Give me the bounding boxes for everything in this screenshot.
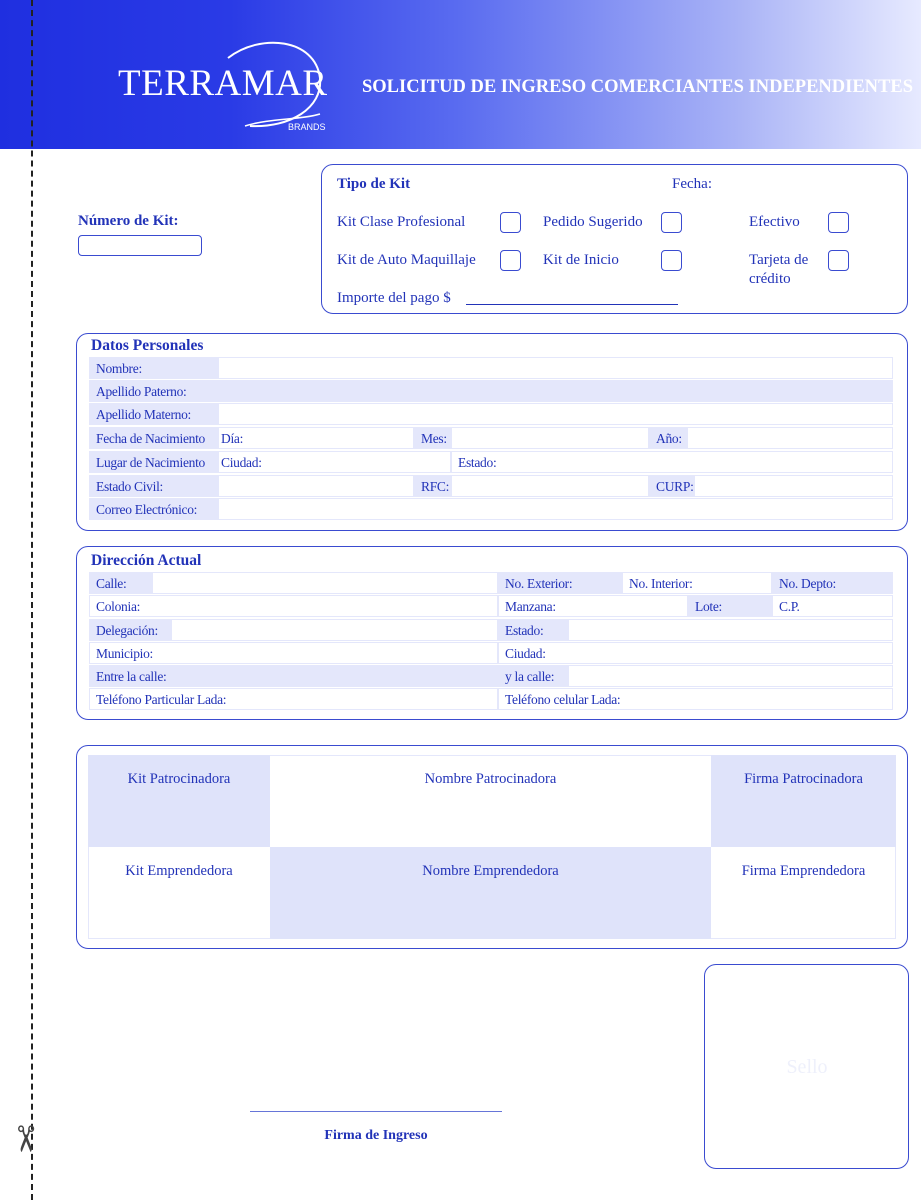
form-row	[89, 357, 893, 379]
kit-patrocinadora-cell[interactable]: Kit Patrocinadora	[88, 755, 270, 847]
estado-civil-label: Estado Civil:	[89, 475, 218, 497]
correo-label: Correo Electrónico:	[89, 498, 218, 520]
mes-field[interactable]	[451, 427, 649, 449]
option-label: Kit de Inicio	[543, 252, 619, 268]
nombre-emprendedora-cell[interactable]: Nombre Emprendedora	[270, 847, 711, 939]
firma-ingreso-label: Firma de Ingreso	[324, 1128, 428, 1143]
kit-inicio-checkbox[interactable]	[661, 250, 682, 271]
manzana-field[interactable]: Manzana:	[498, 595, 688, 617]
pedido-sugerido-checkbox[interactable]	[661, 212, 682, 233]
telefono-celular-field[interactable]: Teléfono celular Lada:	[498, 688, 893, 710]
curp-label: CURP:	[649, 475, 694, 497]
rfc-field[interactable]	[451, 475, 649, 497]
nombre-label: Nombre:	[89, 357, 218, 379]
tipo-kit-title: Tipo de Kit	[337, 176, 411, 192]
anio-label: Año:	[649, 427, 687, 449]
apellido-paterno-label: Apellido Paterno:	[89, 380, 218, 402]
form-row	[89, 619, 893, 641]
direccion-title: Dirección Actual	[91, 552, 202, 569]
estado-label: Estado:	[498, 619, 568, 641]
logo: TERRAMAR	[118, 63, 328, 104]
nombre-field[interactable]	[218, 357, 893, 379]
estado-field[interactable]	[568, 619, 893, 641]
form-row	[89, 642, 893, 664]
correo-field[interactable]	[218, 498, 893, 520]
option-label: Pedido Sugerido	[543, 214, 643, 230]
tarjeta-credito-checkbox[interactable]	[828, 250, 849, 271]
option-label: Kit de Auto Maquillaje	[337, 252, 476, 268]
form-row	[89, 451, 893, 473]
importe-label: Importe del pago $	[337, 290, 451, 306]
rfc-label: RFC:	[414, 475, 451, 497]
apellido-materno-label: Apellido Materno:	[89, 403, 218, 425]
ciudad-field[interactable]: Ciudad:	[218, 451, 451, 473]
option-label: crédito	[749, 271, 791, 287]
form-row	[89, 688, 893, 710]
cut-line	[31, 0, 33, 1200]
option-label: Efectivo	[749, 214, 800, 230]
ciudad-field[interactable]: Ciudad:	[498, 642, 893, 664]
kit-number-label: Número de Kit:	[78, 213, 179, 229]
kit-number-field[interactable]	[78, 235, 202, 256]
dia-field[interactable]: Día:	[218, 427, 414, 449]
form-row	[89, 572, 893, 594]
fecha-nacimiento-label: Fecha de Nacimiento	[89, 427, 218, 449]
mes-label: Mes:	[414, 427, 451, 449]
form-row	[89, 595, 893, 617]
form-row	[89, 403, 893, 425]
firma-ingreso-line[interactable]	[250, 1111, 502, 1112]
no-exterior-label: No. Exterior:	[498, 572, 622, 594]
y-calle-field[interactable]	[568, 665, 893, 687]
colonia-field[interactable]: Colonia:	[89, 595, 498, 617]
apellido-materno-field[interactable]	[218, 403, 893, 425]
delegacion-label: Delegación:	[89, 619, 171, 641]
apellido-paterno-field[interactable]	[218, 380, 893, 402]
fecha-label: Fecha:	[672, 176, 712, 192]
firma-patrocinadora-cell[interactable]: Firma Patrocinadora	[711, 755, 896, 847]
municipio-field[interactable]: Municipio:	[89, 642, 498, 664]
scissors-icon: ✂	[5, 1123, 46, 1155]
efectivo-checkbox[interactable]	[828, 212, 849, 233]
calle-label: Calle:	[89, 572, 152, 594]
firma-emprendedora-cell[interactable]: Firma Emprendedora	[741, 863, 866, 879]
kit-clase-profesional-checkbox[interactable]	[500, 212, 521, 233]
lugar-nacimiento-label: Lugar de Nacimiento	[89, 451, 218, 473]
lote-label: Lote:	[688, 595, 772, 617]
option-label: Kit Clase Profesional	[337, 214, 466, 230]
page-title: SOLICITUD DE INGRESO COMERCIANTES INDEPENDIENTES	[362, 77, 914, 97]
cp-field[interactable]: C.P.	[772, 595, 893, 617]
logo-sub: BRANDS	[288, 122, 326, 132]
importe-field[interactable]	[466, 304, 678, 305]
estado-field[interactable]: Estado:	[451, 451, 893, 473]
kit-emprendedora-cell[interactable]: Kit Emprendedora	[125, 863, 233, 879]
y-calle-label: y la calle:	[498, 665, 568, 687]
entre-calle-field[interactable]: Entre la calle:	[89, 665, 498, 687]
no-interior-field[interactable]: No. Interior:	[622, 572, 772, 594]
curp-field[interactable]	[694, 475, 893, 497]
sello-watermark: Sello	[786, 1056, 828, 1078]
delegacion-field[interactable]	[171, 619, 498, 641]
datos-personales-title: Datos Personales	[91, 337, 204, 354]
estado-civil-field[interactable]	[218, 475, 414, 497]
form-row	[89, 498, 893, 520]
form-row	[89, 475, 893, 497]
form-row	[89, 665, 893, 687]
form-row	[89, 380, 893, 402]
option-label: Tarjeta de	[749, 252, 809, 268]
form-row	[89, 427, 893, 449]
calle-field[interactable]	[152, 572, 498, 594]
kit-auto-maquillaje-checkbox[interactable]	[500, 250, 521, 271]
nombre-patrocinadora-cell[interactable]: Nombre Patrocinadora	[424, 771, 557, 787]
telefono-particular-field[interactable]: Teléfono Particular Lada:	[89, 688, 498, 710]
no-depto-label: No. Depto:	[772, 572, 893, 594]
anio-field[interactable]	[687, 427, 893, 449]
